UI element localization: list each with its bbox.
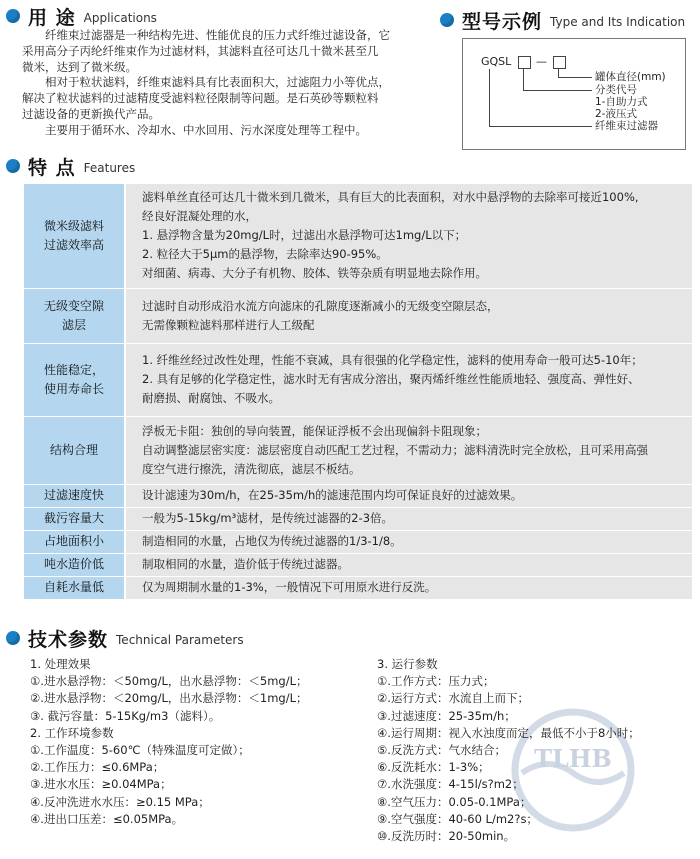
- intro-line: 过滤设备的更新换代产品。: [22, 106, 160, 121]
- features-title-cn: 特 点: [28, 156, 76, 179]
- tech-item: ⑤.反洗方式：气水结合；: [377, 743, 506, 758]
- feature-content: 制造相同的水量，占地仅为传统过滤器的1/3-1/8。: [125, 530, 692, 553]
- feature-label: 过滤速度快: [24, 484, 125, 507]
- tech-item: ②.工作压力：≤0.6MPa；: [30, 760, 165, 775]
- intro-line: 解决了粒状滤料的过滤精度受滤料粒径限制等问题。是石英砂等颗粒料: [22, 91, 379, 106]
- tech-item: ②.运行方式：水流自上而下；: [377, 691, 529, 706]
- tech-item: 1. 处理效果: [30, 657, 91, 671]
- intro-line: 微米，达到了微米级。: [22, 59, 137, 74]
- feature-label: 性能稳定， 使用寿命长: [24, 343, 125, 416]
- features-heading: [6, 154, 135, 178]
- table-row: [24, 484, 692, 507]
- bullet-icon: [6, 631, 20, 645]
- tech-item: ⑩.反洗历时：20-50min。: [377, 829, 516, 844]
- feature-content: 滤料单丝直径可达几十微米到几微米，具有巨大的比表面积，对水中悬浮物的去除率可接近100%, 经良好混凝处理的水， 1. 悬浮物含量为20mg/L时，过滤出水悬浮物可达1mg/L以下； 2. 粒径大于5μm的悬浮物，去除率达90-95%。 对细菌、病毒、大分子有机物、胶体、铁等杂质有明显地去除作用。: [125, 184, 692, 288]
- connector-line: [523, 68, 524, 91]
- tech-item: ③.进水水压：≥0.04MPa；: [30, 777, 172, 792]
- tech-left-column: [30, 656, 307, 828]
- tech-item: ⑨.空气强度：40-60 L/m2?s；: [377, 811, 538, 826]
- feature-content: 过滤时自动形成沿水流方向滤床的孔隙度逐渐减小的无级变空隙层态， 无需像颗粒滤料那样进行人工级配: [125, 288, 692, 343]
- table-row: [24, 576, 692, 599]
- feature-label: 无级变空隙 滤层: [24, 288, 125, 343]
- features-title-en: Features: [83, 161, 136, 175]
- tech-title-en: Technical Parameters: [116, 633, 244, 647]
- table-row: [24, 507, 692, 530]
- connector-line: [523, 90, 592, 91]
- model-label: 1-自助力式: [595, 96, 648, 108]
- applications-heading: [6, 4, 157, 28]
- intro-line: 相对于粒状滤料，纤维束滤料具有比表面积大，过滤阻力小等优点，: [45, 75, 390, 90]
- connector-line: [558, 77, 592, 78]
- model-code: GQSL: [481, 55, 512, 68]
- feature-content: 仅为周期制水量的1-3%，一般情况下可用原水进行反洗。: [125, 576, 692, 599]
- model-label: 2-液压式: [595, 108, 637, 120]
- tech-item: ⑧.空气压力：0.05-0.1MPa；: [377, 794, 532, 809]
- feature-label: 微米级滤料 过滤效率高: [24, 184, 125, 288]
- feature-label: 结构合理: [24, 416, 125, 484]
- applications-text: [22, 28, 442, 139]
- applications-title-cn: 用 途: [28, 6, 76, 29]
- intro-line: 主要用于循环水、冷却水、中水回用、污水深度处理等工程中。: [45, 122, 367, 137]
- model-label: 纤维束过滤器: [595, 120, 658, 132]
- svg-text:TLHB: TLHB: [534, 744, 612, 773]
- table-row: [24, 416, 692, 484]
- model-heading: [440, 8, 685, 32]
- model-title-en: Type and Its Indication: [550, 15, 686, 29]
- table-row: [24, 184, 692, 288]
- code-slot-2: [553, 56, 566, 69]
- feature-content: 浮板无卡阻：独创的导向装置，能保证浮板不会出现偏斜卡阻现象； 自动调整滤层密实度：滤层密度自动匹配工艺过程，不需动力；滤料清洗时完全放松，且可采用高强 度空气进行擦洗，清洗彻底，滤层不板结。: [125, 416, 692, 484]
- tech-item: 2. 工作环境参数: [30, 725, 114, 740]
- feature-content: 设计滤速为30m/h，在25-35m/h的滤速范围内均可保证良好的过滤效果。: [125, 484, 692, 507]
- tech-item: ①.工作方式：压力式；: [377, 674, 495, 689]
- table-row: [24, 288, 692, 343]
- feature-label: 吨水造价低: [24, 553, 125, 576]
- tech-item: 3. 运行参数: [377, 657, 438, 671]
- table-row: [24, 553, 692, 576]
- model-title-cn: 型号示例: [462, 10, 543, 33]
- tech-right-column: [377, 656, 640, 845]
- tech-item: ③. 截污容量：5-15Kg/m3（滤料）。: [30, 708, 221, 723]
- connector-line: [489, 69, 490, 127]
- table-row: [24, 343, 692, 416]
- feature-label: 截污容量大: [24, 507, 125, 530]
- feature-label: 占地面积小: [24, 530, 125, 553]
- code-dash: —: [536, 55, 547, 68]
- feature-content: 制取相同的水量，造价低于传统过滤器。: [125, 553, 692, 576]
- code-slot-1: [518, 56, 531, 69]
- tech-item: ③.过滤速度：25-35m/h；: [377, 708, 516, 723]
- feature-content: 1. 纤维丝经过改性处理，性能不衰减，具有很强的化学稳定性，滤料的使用寿命一般可达5-10年； 2. 具有足够的化学稳定性，滤水时无有害成分溶出，聚丙烯纤维丝性能质地轻、强度高、弹性好、 耐磨损、耐腐蚀、不吸水。: [125, 343, 692, 416]
- feature-label: 自耗水量低: [24, 576, 125, 599]
- model-diagram: [462, 38, 686, 150]
- tech-item: ②.进水悬浮物：＜20mg/L，出水悬浮物：＜1mg/L；: [30, 691, 308, 706]
- tech-item: ①.进水悬浮物：＜50mg/L，出水悬浮物：＜5mg/L；: [30, 674, 308, 689]
- tech-title-cn: 技术参数: [28, 628, 109, 651]
- tech-item: ④.反冲洗进水水压：≥0.15 MPa；: [30, 794, 210, 809]
- connector-line: [489, 126, 592, 127]
- intro-line: 采用高分子丙纶纤维束作为过滤材料，其滤料直径可达几十微米甚至几: [22, 43, 379, 58]
- tech-item: ④.进出口压差：≤0.05MPa。: [30, 811, 184, 826]
- intro-line: 纤维束过滤器是一种结构先进、性能优良的压力式纤维过滤设备，它: [45, 28, 390, 42]
- bullet-icon: [6, 159, 20, 173]
- applications-title-en: Applications: [83, 11, 157, 25]
- tech-heading: [6, 626, 244, 650]
- feature-content: 一般为5-15kg/m³滤材，是传统过滤器的2-3倍。: [125, 507, 692, 530]
- tech-item: ⑦.水洗强度：4-15l/s?m2；: [377, 777, 524, 792]
- tech-item: ⑥.反洗耗水：1-3%；: [377, 760, 490, 775]
- tech-item: ①.工作温度：5-60℃（特殊温度可定做）；: [30, 743, 250, 758]
- bullet-icon: [440, 13, 454, 27]
- model-label: 罐体直径(mm): [595, 71, 666, 83]
- tech-item: ④.运行周期：视入水浊度而定，最低不小于8小时；: [377, 725, 640, 740]
- features-table: [24, 184, 692, 600]
- model-label: 分类代号: [595, 84, 637, 96]
- table-row: [24, 530, 692, 553]
- bullet-icon: [6, 9, 20, 23]
